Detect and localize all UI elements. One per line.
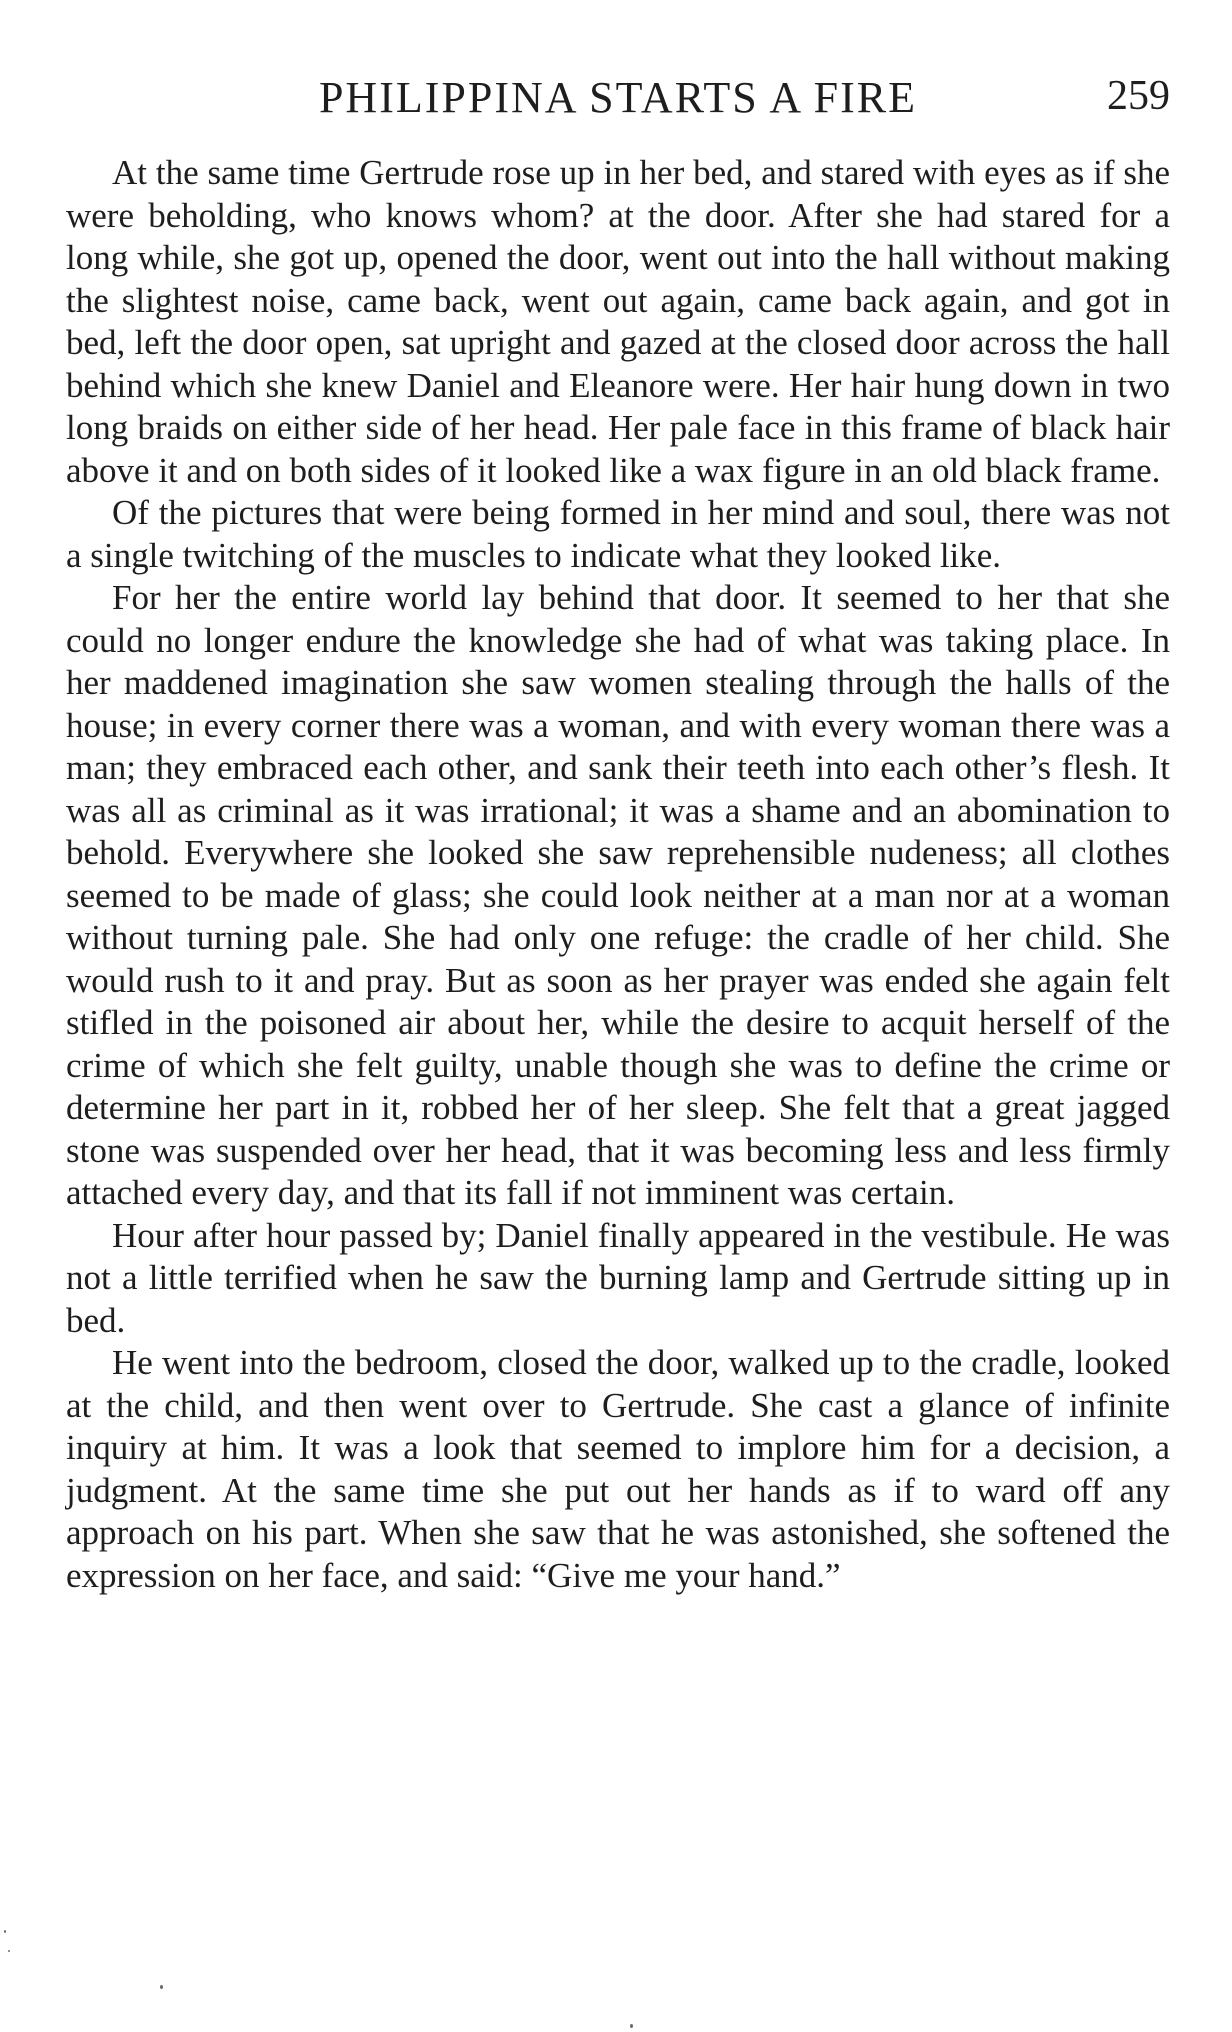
paragraph-5: He went into the bedroom, closed the door, walked up to the cradle, looked at the child, and then went over to Gertrude. She cast a glance of infinite inquiry at him. It was a look that seemed to implore him for a decision, a judgment. At the same time she put out her hands as if to ward off any approach on his part. When she saw that he was astonished, she softened the expression on her face, and said: “Give me your hand.” bbox=[66, 1343, 1170, 1595]
print-speck bbox=[630, 2024, 633, 2028]
paragraph-1: At the same time Gertrude rose up in her bed, and stared with eyes as if she were beholding, who knows whom? at the door. After she had stared for a long while, she got up, opened the door, went out into the hall without making the slightest noise, came back, went out again, came back again, and got in bed, left the door open, sat upright and gazed at the closed door across the hall behind which she knew Daniel and Eleanore were. Her hair hung down in two long braids on either side of her head. Her pale face in this frame of black hair above it and on both sides of it looked like a wax figure in an old black frame. bbox=[66, 153, 1170, 490]
print-speck bbox=[8, 1950, 10, 1952]
paragraph-4: Hour after hour passed by; Daniel finally appeared in the vestibule. He was not a little terrified when he saw the burning lamp and Gertrude sitting up in bed. bbox=[66, 1215, 1170, 1340]
paragraph-2: Of the pictures that were being formed in her mind and soul, there was not a single twitching of the muscles to indicate what they looked like. bbox=[66, 493, 1170, 575]
paragraph-3: For her the entire world lay behind that door. It seemed to her that she could no longer endure the knowledge she had of what was taking place. In her maddened imagination she saw women stealing through the halls of the house; in every corner there was a woman, and with every woman there was a man; they embraced each other, and sank their teeth into each other’s flesh. It was all as criminal as it was irrational; it was a shame and an abomination to behold. Everywhere she looked she saw reprehensible nudeness; all clothes seemed to be made of glass; she could look neither at a man nor at a woman without turning pale. She had only one refuge: the cradle of her child. She would rush to it and pray. But as soon as her prayer was ended she again felt stifled in the poisoned air about her, while the desire to acquit herself of the crime of which she felt guilty, unable though she was to define the crime or determine her part in it, robbed her of her sleep. She felt that a great jagged stone was suspended over her head, that it was becoming less and less firmly attached every day, and that its fall if not imminent was certain. bbox=[66, 578, 1170, 1212]
running-title: PHILIPPINA STARTS A FIRE bbox=[318, 73, 918, 122]
body-text bbox=[66, 152, 1170, 1597]
print-speck bbox=[160, 1985, 163, 1989]
page-number: 259 bbox=[1107, 73, 1170, 119]
page-header bbox=[66, 72, 1170, 128]
print-speck bbox=[4, 1930, 6, 1933]
